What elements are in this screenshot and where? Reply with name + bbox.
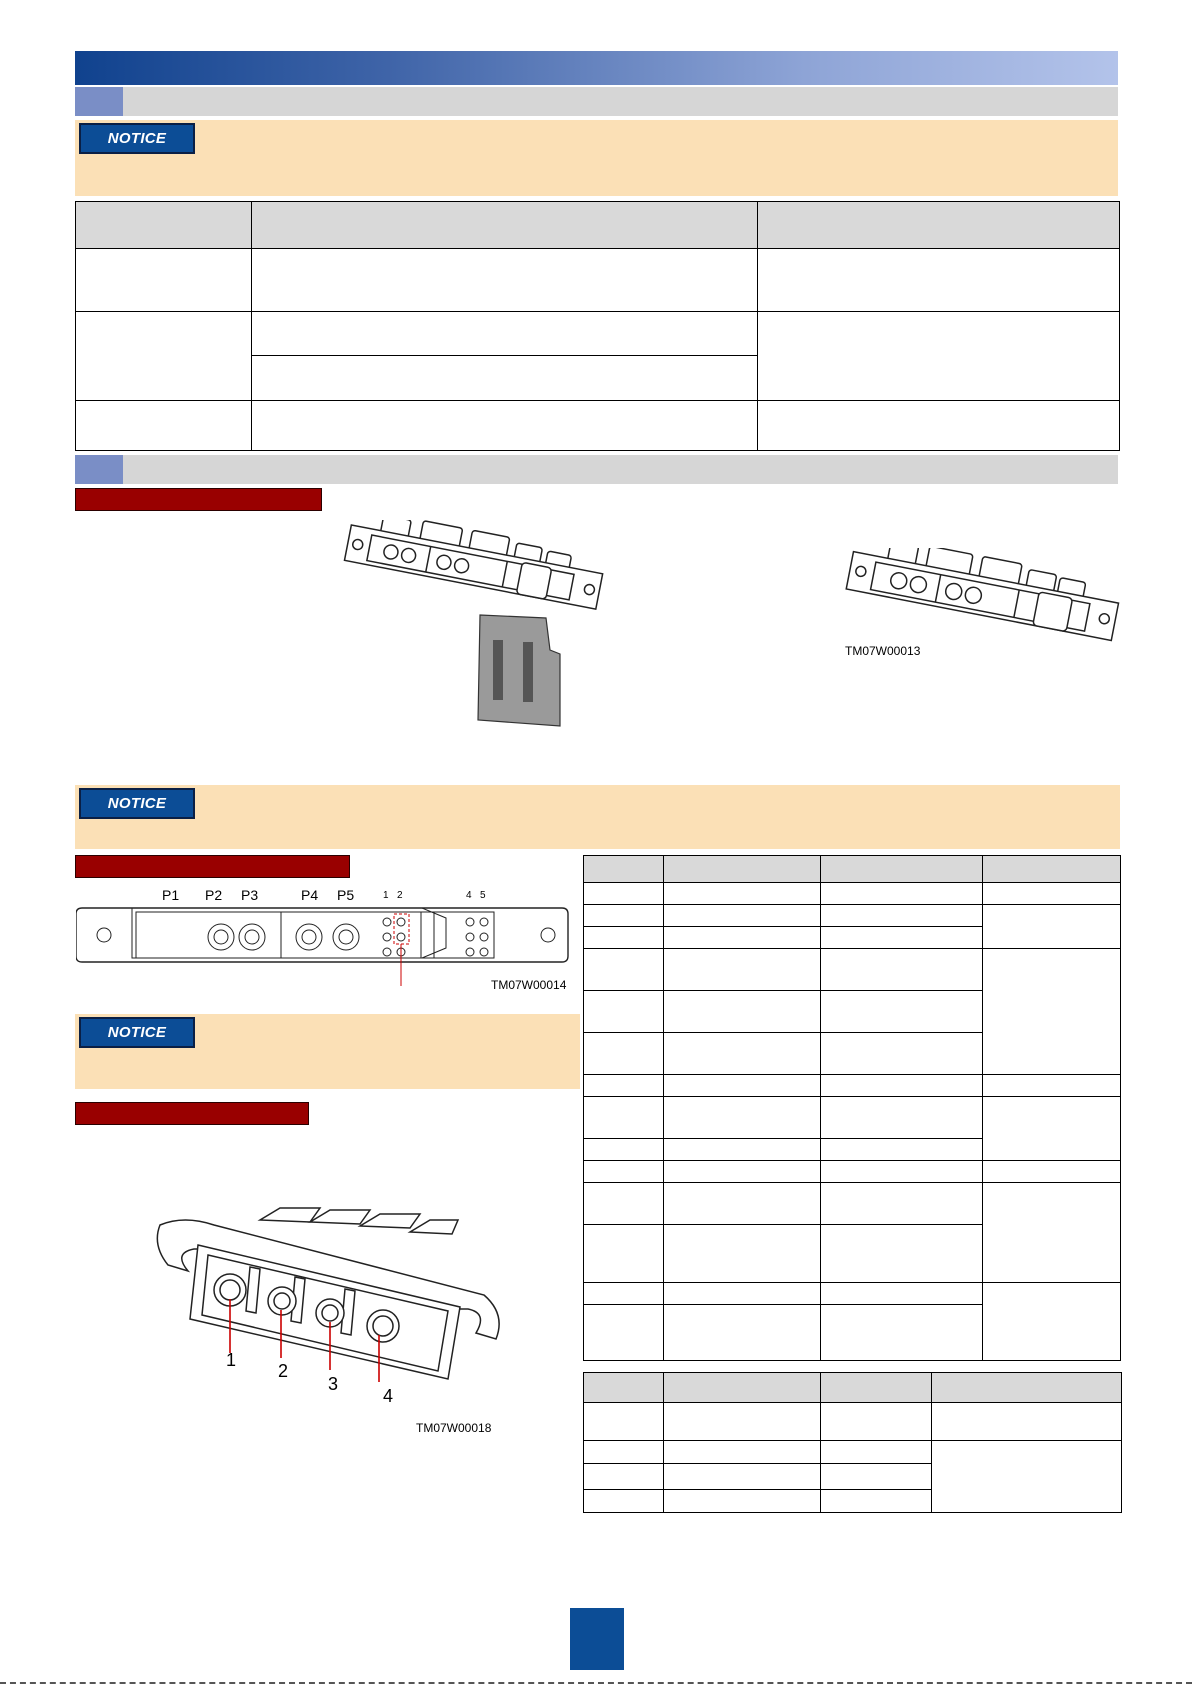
callout-number: 2	[278, 1361, 289, 1381]
table-header-cell	[664, 1373, 821, 1403]
table-cell	[664, 991, 821, 1033]
table-row	[584, 1183, 1121, 1225]
table-cell	[584, 1464, 664, 1490]
table-cell	[983, 883, 1121, 905]
table-cell	[664, 1183, 821, 1225]
table-cell	[252, 401, 758, 451]
table-cell	[664, 1161, 821, 1183]
table-cell	[584, 991, 664, 1033]
table-header-row	[76, 202, 1120, 249]
notice-box	[75, 120, 1118, 196]
table-row	[584, 1403, 1122, 1441]
table-cell	[664, 1305, 821, 1361]
table-cell	[584, 1225, 664, 1283]
table-cell	[76, 312, 252, 401]
column-label: 1	[383, 890, 389, 901]
table-row	[76, 249, 1120, 312]
table-cell	[664, 1490, 821, 1513]
power-table	[583, 1372, 1122, 1513]
table-cell	[758, 401, 1120, 451]
table-cell	[584, 905, 664, 927]
notice-label: NOTICE	[79, 123, 195, 154]
table-cell	[664, 1139, 821, 1161]
table-header-cell	[758, 202, 1120, 249]
table-cell	[821, 1225, 983, 1283]
table-cell	[821, 905, 983, 927]
table-cell	[821, 1033, 983, 1075]
table-cell	[821, 1464, 932, 1490]
table-cell	[821, 1161, 983, 1183]
table-cell	[76, 401, 252, 451]
table-cell	[821, 1139, 983, 1161]
table-header-row	[584, 1373, 1122, 1403]
table-cell	[983, 1075, 1121, 1097]
table-cell	[983, 1161, 1121, 1183]
table-cell	[664, 1225, 821, 1283]
table-cell	[584, 1490, 664, 1513]
port-label: P3	[241, 887, 259, 903]
table-cell	[584, 1403, 664, 1441]
table-cell	[584, 949, 664, 991]
table-row	[584, 949, 1121, 991]
callout-number: 3	[328, 1374, 339, 1394]
table-cell	[584, 1161, 664, 1183]
figure-code: TM07W00014	[491, 978, 567, 992]
table-cell	[252, 249, 758, 312]
table-cell	[821, 949, 983, 991]
subsection-heading-bar	[75, 855, 350, 878]
port-label: P4	[301, 887, 319, 903]
top-table	[75, 201, 1120, 451]
table-row	[584, 1161, 1121, 1183]
callout-number: 1	[226, 1350, 237, 1370]
table-cell	[664, 1283, 821, 1305]
table-header-cell	[932, 1373, 1122, 1403]
notice-box	[75, 785, 1120, 849]
table-cell	[932, 1403, 1122, 1441]
table-cell	[821, 883, 983, 905]
table-row	[584, 1441, 1122, 1464]
port-label: P5	[337, 887, 355, 903]
table-cell	[821, 1075, 983, 1097]
pin-table	[583, 855, 1121, 1361]
power-connector-illustration	[150, 1205, 500, 1395]
table-header-cell	[664, 856, 821, 883]
table-cell	[821, 1305, 983, 1361]
port-label: P1	[162, 887, 180, 903]
column-label: 2	[397, 890, 403, 901]
table-cell	[252, 356, 758, 401]
circuit-board	[478, 615, 560, 726]
table-cell	[664, 1075, 821, 1097]
table-header-cell	[821, 856, 983, 883]
table-cell	[584, 1441, 664, 1464]
table-cell	[821, 927, 983, 949]
table-cell	[584, 1283, 664, 1305]
figure-code: TM07W00018	[416, 1421, 492, 1435]
column-label: 4	[466, 890, 472, 901]
table-cell	[584, 1033, 664, 1075]
table-cell	[664, 1097, 821, 1139]
table-cell	[983, 905, 1121, 949]
table-cell	[664, 1403, 821, 1441]
table-cell	[983, 1097, 1121, 1161]
page-number-box	[570, 1608, 624, 1670]
table-cell	[664, 905, 821, 927]
table-cell	[664, 927, 821, 949]
callout-number: 4	[383, 1386, 394, 1406]
column-label: 5	[480, 890, 486, 901]
subsection-heading-bar	[75, 1102, 309, 1125]
table-header-cell	[821, 1373, 932, 1403]
table-header-cell	[584, 1373, 664, 1403]
table-cell	[821, 1097, 983, 1139]
table-cell	[584, 1075, 664, 1097]
table-header-row	[584, 856, 1121, 883]
table-cell	[584, 1097, 664, 1139]
section-marker	[75, 87, 123, 116]
table-cell	[821, 1403, 932, 1441]
title-band	[75, 51, 1118, 85]
table-cell	[983, 949, 1121, 1075]
port-label: P2	[205, 887, 223, 903]
table-cell	[821, 1283, 983, 1305]
table-cell	[932, 1441, 1122, 1513]
footer-divider	[0, 1682, 1192, 1684]
table-cell	[584, 927, 664, 949]
table-row	[584, 1097, 1121, 1139]
table-row	[584, 883, 1121, 905]
connector-with-board-illustration	[338, 520, 608, 730]
table-cell	[664, 1441, 821, 1464]
table-row	[76, 312, 1120, 356]
table-cell	[584, 1183, 664, 1225]
figure-code: TM07W00013	[845, 644, 921, 658]
table-cell	[584, 1305, 664, 1361]
table-row	[584, 1283, 1121, 1305]
pin-diagram	[76, 884, 571, 994]
section-marker	[75, 455, 123, 484]
table-row	[584, 905, 1121, 927]
table-header-cell	[983, 856, 1121, 883]
table-cell	[983, 1183, 1121, 1283]
table-cell	[664, 1033, 821, 1075]
notice-label: NOTICE	[79, 1017, 195, 1048]
table-cell	[664, 1464, 821, 1490]
table-cell	[821, 991, 983, 1033]
table-cell	[821, 1441, 932, 1464]
table-cell	[76, 249, 252, 312]
notice-box	[75, 1014, 580, 1089]
table-cell	[758, 249, 1120, 312]
subsection-heading-bar	[75, 488, 322, 511]
section-bar	[75, 455, 1118, 484]
table-cell	[252, 312, 758, 356]
table-cell	[758, 312, 1120, 401]
notice-label: NOTICE	[79, 788, 195, 819]
table-header-cell	[584, 856, 664, 883]
section-bar	[75, 87, 1118, 116]
table-row	[76, 401, 1120, 451]
table-cell	[584, 883, 664, 905]
table-cell	[664, 883, 821, 905]
table-header-cell	[252, 202, 758, 249]
table-row	[584, 1075, 1121, 1097]
table-cell	[821, 1490, 932, 1513]
table-cell	[983, 1283, 1121, 1361]
table-cell	[664, 949, 821, 991]
table-cell	[821, 1183, 983, 1225]
table-header-cell	[76, 202, 252, 249]
table-cell	[584, 1139, 664, 1161]
